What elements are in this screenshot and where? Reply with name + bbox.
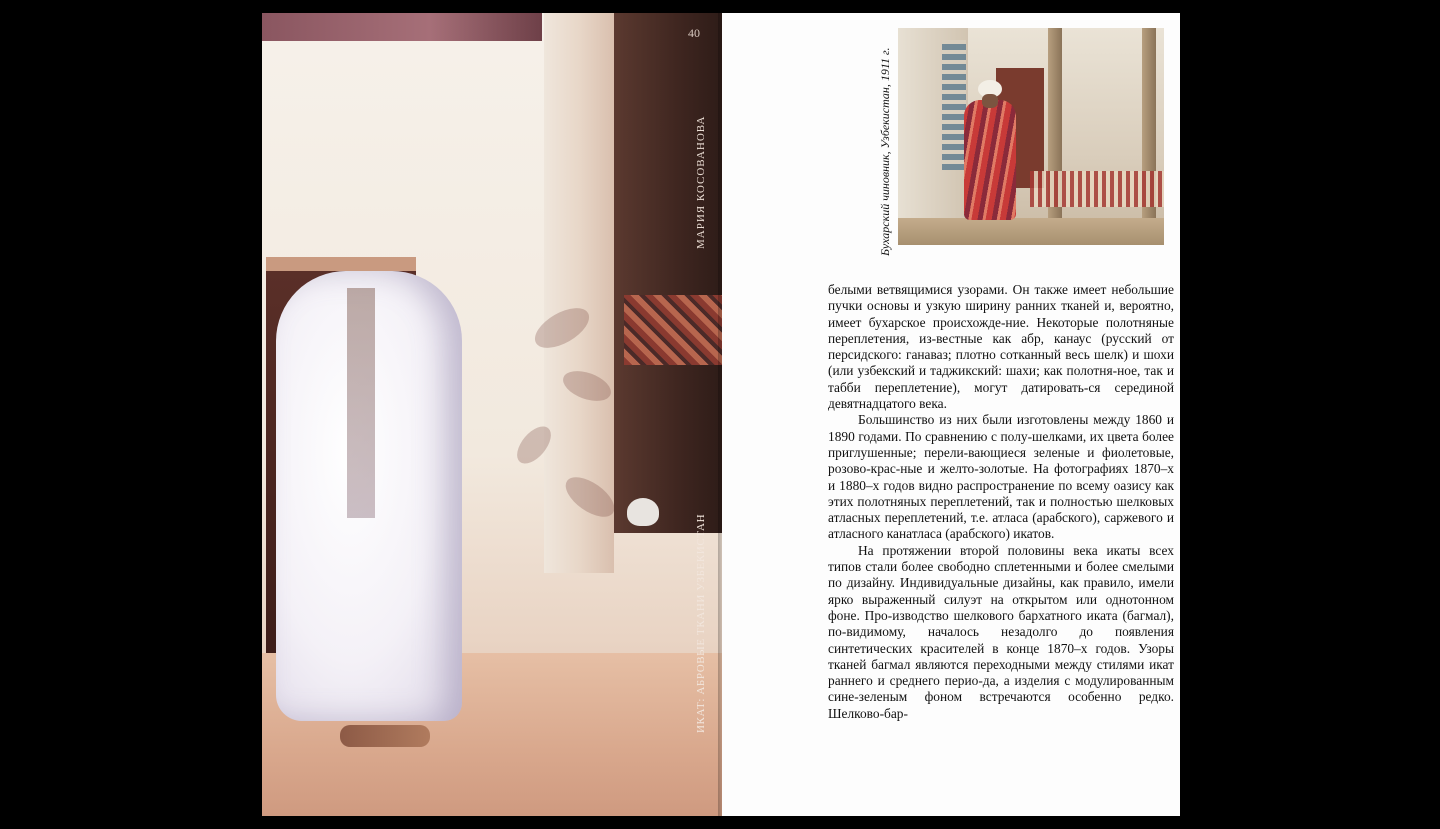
figure-feet (340, 725, 430, 747)
running-title: ИКАТ: АБРОВЫЕ ТКАНИ УЗБЕКИСТАН (695, 513, 707, 733)
left-page-photo (262, 13, 722, 816)
photo-face (982, 94, 998, 108)
shaded-wall (612, 13, 722, 533)
photo-floor (898, 218, 1164, 245)
photo-official-robe (964, 100, 1016, 220)
photo-tile-column (942, 40, 966, 170)
photo-railing (1030, 171, 1164, 207)
teapot (627, 498, 659, 526)
page-number: 40 (688, 26, 700, 40)
figure-veil (347, 288, 375, 518)
running-author: МАРИЯ КОСОВАНОВА (695, 115, 707, 249)
official-photo (898, 28, 1164, 245)
book-spread (262, 13, 1180, 816)
photo-caption: Бухарский чиновник, Узбекистан, 1911 г. (878, 47, 892, 256)
paragraph: На протяжении второй половины века икаты всех типов стали более свободно сплетенными и более смелыми по дизайну. Индивидуальные дизайны, как правило, имели ярко выраженный силуэт на открытом или однотонном фоне. Про-изводство шелкового бархатного иката (багмал), по-видимому, началось незадолго до появления синтетических красителей в конце 1870–х годов. Узоры тканей багмал являются переходными между стилями икат раннего и среднего перио-да, а изделия с модулированным сине-зеленым фоном встречаются особенно редко. Шелково-бар- (828, 542, 1174, 721)
rug (624, 295, 722, 365)
awning (262, 13, 542, 41)
body-text (828, 282, 1174, 722)
paragraph: белыми ветвящимися узорами. Он также имеет небольшие пучки основы и узкую ширину ранних тканей и, вероятно, имеет бухарское происхожде-ние. Некоторые полотняные переплетения, из-вестные как абр, канаус (русский от персидского: ганаваз; плотно сотканный весь шелк) и шохи (или узбекский и таджикский: шахи; как полотня-ное, так и табби переплетение), могут датировать-ся серединой девятнадцатого века. (828, 282, 1174, 412)
paragraph: Большинство из них были изготовлены между 1860 и 1890 годами. По сравнению с полу-шелками, их цвета более приглушенные; перели-вающиеся зеленые и фиолетовые, розово-крас-ные и желто-золотые. На фотографиях 1870–х и 1880–х годов видно распространение по всему оазису как этих полотняных переплетений, так и полностью шелковых атласных переплетений, т.е. атласа (арабского), саржевого и атласного канатласа (арабского) икатов. (828, 412, 1174, 542)
